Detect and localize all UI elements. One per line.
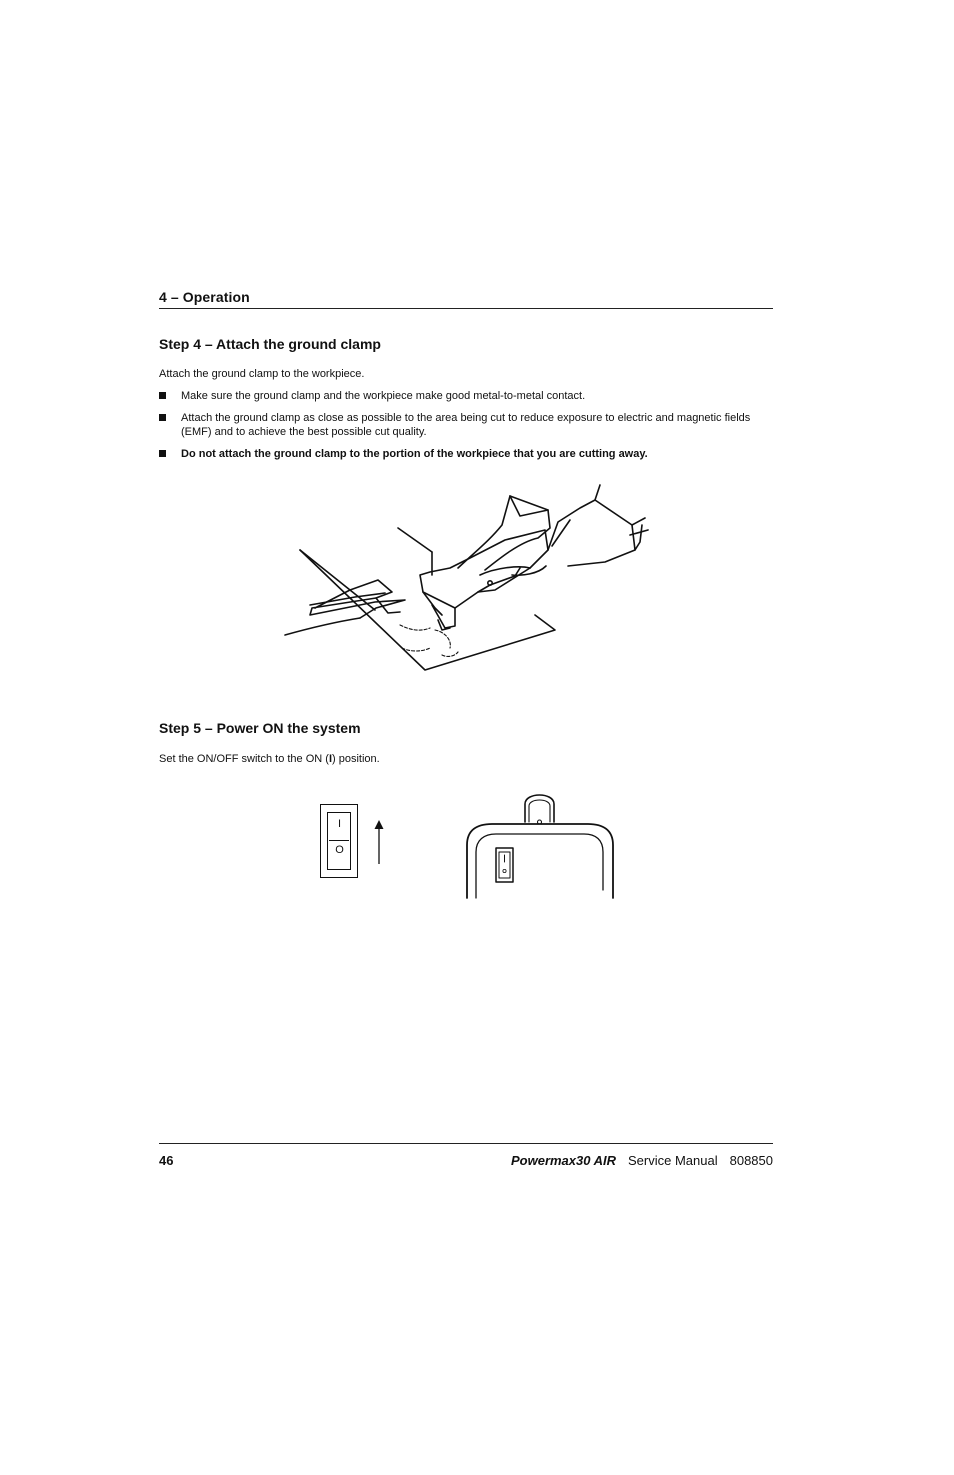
section-header: 4 – Operation	[159, 289, 250, 305]
step5-heading: Step 5 – Power ON the system	[159, 720, 361, 736]
up-arrow-icon	[372, 818, 386, 866]
bullet-mark	[159, 392, 166, 399]
rocker-switch-figure	[320, 804, 360, 880]
switch-divider	[329, 840, 349, 841]
step5-instruction	[159, 752, 380, 766]
product-name: Powermax30 AIR	[510, 1153, 616, 1168]
doc-number: 808850	[729, 1153, 773, 1168]
power-supply-figure	[462, 790, 618, 900]
ground-clamp-illustration	[280, 480, 660, 680]
instruction-pre: Set the ON/OFF switch to the ON (	[159, 753, 329, 765]
switch-on-label: I	[337, 818, 342, 830]
doc-type: Service Manual	[628, 1153, 718, 1168]
footer-rule	[159, 1143, 773, 1144]
footer-doc-info	[511, 1153, 773, 1168]
instruction-post: ) position.	[332, 753, 380, 765]
bullet-mark	[159, 450, 166, 457]
ground-cable	[285, 618, 360, 635]
step4-intro: Attach the ground clamp to the workpiece.	[159, 368, 365, 380]
step4-heading: Step 4 – Attach the ground clamp	[159, 336, 381, 352]
bullet-text: Attach the ground clamp as close as possible to the area being cut to reduce exposure to electric and magnetic fields (EMF) and to achieve the best possible cut quality.	[181, 412, 751, 438]
bullet-mark	[159, 414, 166, 421]
instruction-symbol: I	[328, 753, 332, 765]
page-number: 46	[159, 1153, 174, 1168]
sparks	[400, 625, 458, 656]
switch-off-label: O	[335, 844, 344, 856]
bullet-text: Do not attach the ground clamp to the portion of the workpiece that you are cutting away.	[181, 448, 648, 460]
header-rule	[159, 308, 773, 309]
bullet-text: Make sure the ground clamp and the workpiece make good metal-to-metal contact.	[181, 390, 586, 402]
